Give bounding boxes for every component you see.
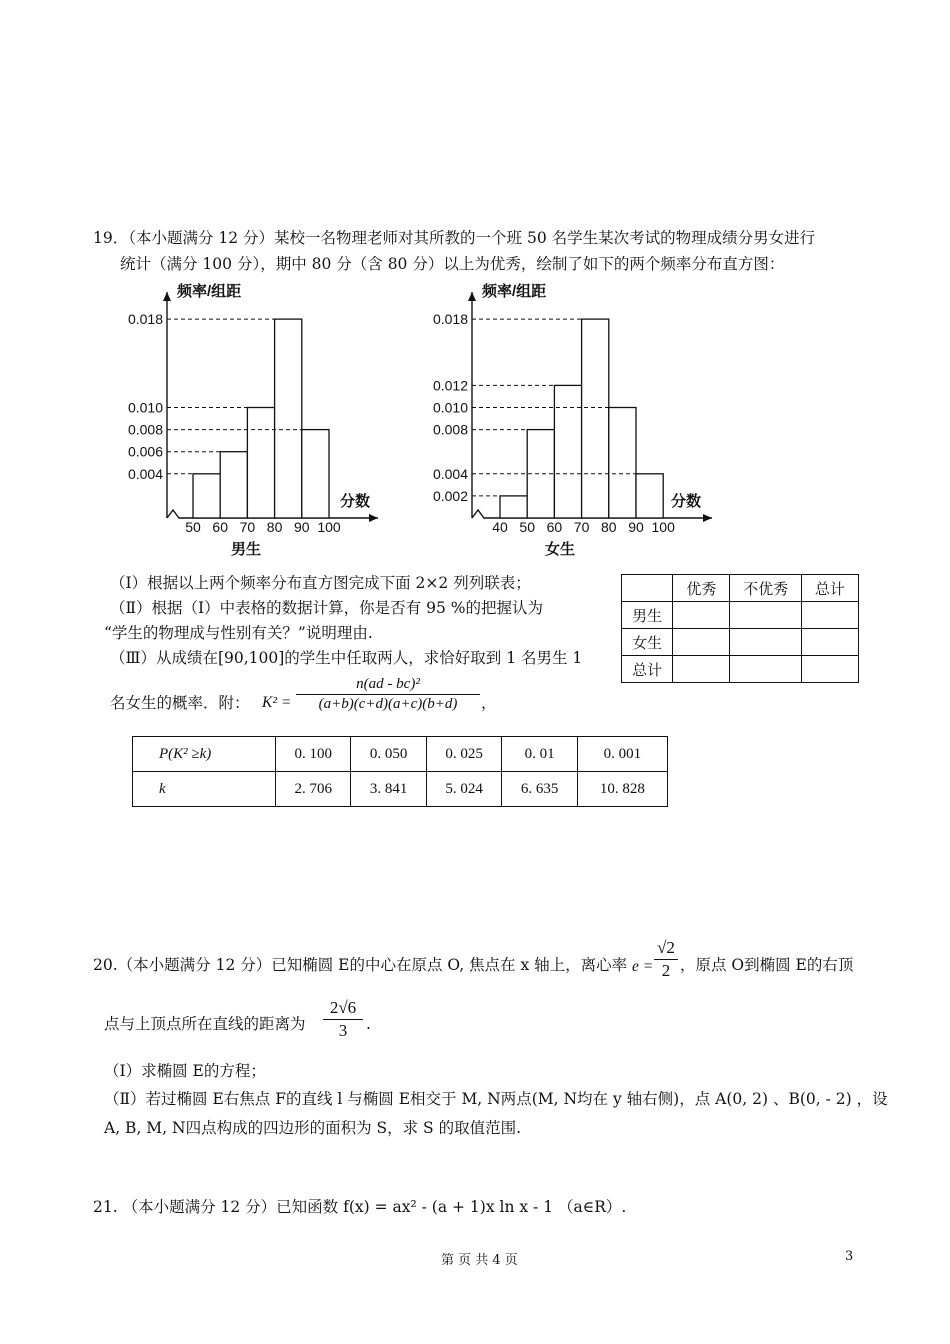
histogram-bar (609, 408, 636, 519)
table-row (622, 656, 859, 683)
table-cell (730, 602, 801, 629)
q20-line2b: . (366, 1015, 371, 1033)
table-cell (801, 629, 858, 656)
table-row (622, 629, 859, 656)
y-tick-label: 0.010 (432, 399, 468, 416)
q19-part2b: “学生的物理成与性别有关？”说明理由. (104, 624, 373, 642)
table-cell: 0. 100 (276, 737, 351, 772)
table-header: 不优秀 (730, 575, 801, 602)
q19-line1: 19．（本小题满分 12 分）某校一名物理老师对其所教的一个班 50 名学生某次考试的物理成绩分男女进行 (93, 229, 816, 247)
x-axis-label: 分数 (671, 493, 702, 510)
fraction-bar (296, 694, 480, 695)
footer-text: 第 页 共 4 页 (441, 1253, 518, 1268)
table-cell (673, 602, 730, 629)
q21-line1: 21. （本小题满分 12 分）已知函数 f(x) = ax² - (a + 1)x ln x - 1 （a∈R）. (93, 1198, 627, 1216)
table-row (133, 772, 668, 807)
table-cell: 0. 025 (426, 737, 501, 772)
y-tick-label: 0.018 (127, 311, 163, 328)
histogram-bar (500, 496, 527, 518)
histogram-bar (636, 474, 663, 518)
y-tick-label: 0.008 (127, 421, 163, 438)
row-label: k (133, 772, 276, 807)
histogram-bar (554, 385, 581, 518)
table-cell (622, 575, 673, 602)
table-header: 优秀 (673, 575, 730, 602)
e-denominator: 2 (661, 961, 671, 980)
x-tick-label: 70 (239, 519, 256, 535)
fraction-bar (654, 959, 678, 960)
table-cell: 5. 024 (426, 772, 501, 807)
e-lhs: e = (632, 958, 654, 975)
q19-line2: 统计（满分 100 分），期中 80 分（含 80 分）以上为优秀，绘制了如下的两个频率分布直方图： (120, 255, 785, 273)
x-tick-label: 90 (294, 519, 310, 535)
x-tick-label: 70 (573, 519, 590, 535)
table-cell (801, 602, 858, 629)
y-axis-label: 频率/组距 (177, 283, 242, 300)
x-axis-arrow (703, 514, 712, 522)
table-cell: 10. 828 (577, 772, 667, 807)
y-tick-label: 0.002 (432, 487, 468, 504)
y-tick-label: 0.008 (432, 421, 468, 438)
x-tick-label: 100 (651, 519, 675, 535)
table-cell (730, 656, 801, 683)
y-axis-arrow (163, 292, 171, 301)
row-label: 女生 (622, 629, 673, 656)
q20-line1b: ，原点 O到椭圆 E的右顶 (680, 956, 854, 974)
histograms (0, 278, 950, 578)
chart-title: 男生 (230, 541, 262, 558)
y-tick-label: 0.010 (127, 399, 163, 416)
y-tick-label: 0.018 (432, 311, 468, 328)
e-numerator: √2 (657, 938, 675, 957)
y-axis-arrow (468, 292, 476, 301)
male-histogram (128, 282, 378, 558)
x-axis-arrow (369, 514, 378, 522)
chart-title: 女生 (544, 541, 576, 558)
q19-part3a: （Ⅲ）从成绩在[90,100]的学生中任取两人，求恰好取到 1 名男生 1 (110, 649, 583, 667)
q19-part1: （Ⅰ）根据以上两个频率分布直方图完成下面 2×2 列列联表； (110, 574, 531, 592)
q20-line1a: 20.（本小题满分 12 分）已知椭圆 E的中心在原点 O, 焦点在 x 轴上，离心率 (93, 956, 628, 974)
row-label: 男生 (622, 602, 673, 629)
q20-part2b: A, B, M, N四点构成的四边形的面积为 S，求 S 的取值范围. (104, 1119, 522, 1137)
y-tick-label: 0.006 (127, 443, 163, 460)
distance-fraction (323, 998, 363, 1041)
formula-lhs: K² = (262, 694, 292, 711)
row-label: P(K² ≥k) (133, 737, 276, 772)
table-row (622, 602, 859, 629)
table-cell: 0. 001 (577, 737, 667, 772)
histogram-bar (220, 452, 247, 518)
table-cell (673, 629, 730, 656)
table-cell (730, 629, 801, 656)
d-numerator: 2√6 (329, 998, 357, 1017)
x-tick-label: 50 (519, 519, 535, 535)
histogram-bar (302, 430, 329, 518)
histogram-bar (193, 474, 220, 518)
x-tick-label: 90 (628, 519, 644, 535)
x-tick-label: 40 (492, 519, 508, 535)
table-row (133, 737, 668, 772)
histogram-bar (247, 408, 274, 519)
table-cell: 0. 050 (351, 737, 426, 772)
d-denominator: 3 (338, 1021, 348, 1040)
row-label: 总计 (622, 656, 673, 683)
q19-part3b: 名女生的概率．附： (110, 694, 250, 712)
formula-denominator: (a+b)(c+d)(a+c)(b+d) (318, 696, 458, 712)
critical-value-table (132, 736, 668, 807)
y-tick-label: 0.004 (432, 465, 468, 482)
female-histogram (433, 282, 712, 558)
table-cell (801, 656, 858, 683)
q20-part2: （Ⅱ）若过椭圆 E右焦点 F的直线 l 与椭圆 E相交于 M, N两点(M, N均在 y 轴右侧)，点 A(0, 2) 、B(0, - 2) ，设 (104, 1090, 888, 1108)
table-cell (673, 656, 730, 683)
x-tick-label: 60 (546, 519, 563, 535)
table-cell: 3. 841 (351, 772, 426, 807)
table-cell: 2. 706 (276, 772, 351, 807)
q20-part1: （Ⅰ）求椭圆 E的方程； (104, 1062, 266, 1080)
y-tick-label: 0.004 (127, 465, 163, 482)
fraction-bar (323, 1019, 363, 1020)
x-tick-label: 80 (601, 519, 617, 535)
histogram-bar (582, 319, 609, 518)
y-axis-label: 频率/组距 (482, 283, 547, 300)
table-header: 总计 (801, 575, 858, 602)
formula-tail: ， (481, 694, 497, 712)
x-tick-label: 100 (317, 519, 341, 535)
histogram-bar (275, 319, 302, 518)
q20-line2a: 点与上顶点所在直线的距离为 (104, 1015, 306, 1033)
x-axis-label: 分数 (340, 493, 371, 510)
y-tick-label: 0.012 (432, 377, 468, 394)
page-number: 3 (845, 1249, 854, 1264)
k2-formula (296, 676, 480, 713)
x-tick-label: 80 (266, 519, 283, 535)
eccentricity-fraction (654, 938, 678, 981)
table-row (622, 575, 859, 602)
x-tick-label: 60 (212, 519, 228, 535)
x-tick-label: 50 (185, 519, 201, 535)
formula-numerator: n(ad - bc)² (356, 676, 420, 692)
contingency-table (621, 574, 859, 683)
table-cell: 0. 01 (502, 737, 577, 772)
table-cell: 6. 635 (502, 772, 577, 807)
q19-part2a: （Ⅱ）根据（Ⅰ）中表格的数据计算，你是否有 95 %的把握认为 (110, 599, 543, 617)
